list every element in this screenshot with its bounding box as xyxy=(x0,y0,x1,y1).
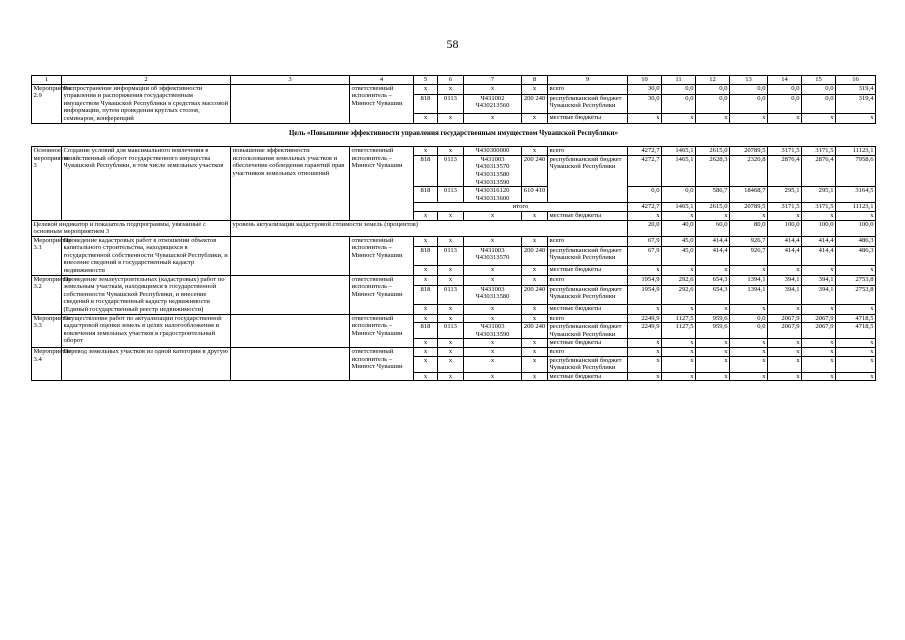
code-cell: х xyxy=(438,113,464,123)
code-cell: 200 240 xyxy=(522,323,548,339)
amount-cell: 45,0 xyxy=(662,236,696,246)
amount-cell: 926,7 xyxy=(730,236,768,246)
amount-cell: х xyxy=(628,372,662,381)
amount-cell: 295,1 xyxy=(802,187,836,203)
code-cell: Ч430316120 Ч430313600 xyxy=(464,187,522,203)
amount-cell: х xyxy=(768,348,802,357)
amount-cell: х xyxy=(628,113,662,123)
amount-cell: х xyxy=(730,348,768,357)
column-number: 13 xyxy=(730,76,768,85)
amount-cell: 394,1 xyxy=(802,285,836,304)
code-cell: 818 xyxy=(414,246,438,265)
measure-text: Перевод земельных участков из одной категории в другую xyxy=(62,348,231,381)
code-cell: 200 240 xyxy=(522,285,548,304)
amount-cell: х xyxy=(628,356,662,372)
amount-cell: 394,1 xyxy=(768,275,802,285)
amount-cell: 0,0 xyxy=(628,187,662,203)
amount-cell: х xyxy=(802,348,836,357)
code-cell: 200 240 xyxy=(522,94,548,113)
measure-name: Мероприятие 3.2 xyxy=(32,275,62,314)
amount-cell: х xyxy=(768,113,802,123)
column-number: 3 xyxy=(231,76,350,85)
budget-source-cell: всего xyxy=(548,275,628,285)
code-cell: 200 240 xyxy=(522,155,548,186)
amount-cell: 0,0 xyxy=(662,187,696,203)
indicator-label: Целевой индикатор и показатель подпрограммы, увязанные с основным мероприятием 3 xyxy=(32,220,231,236)
code-cell: х xyxy=(522,113,548,123)
code-cell: 818 xyxy=(414,323,438,339)
code-cell: х xyxy=(522,372,548,381)
amount-cell: 414,4 xyxy=(802,236,836,246)
amount-cell: х xyxy=(696,356,730,372)
amount-cell: х xyxy=(836,211,876,220)
table-row xyxy=(32,220,876,236)
code-cell: 610 410 xyxy=(522,187,548,203)
code-cell: Ч431003 Ч430313580 xyxy=(464,285,522,304)
amount-cell: х xyxy=(662,113,696,123)
amount-cell: х xyxy=(836,339,876,348)
amount-cell: 414,4 xyxy=(696,246,730,265)
expected-result-cell xyxy=(231,275,350,314)
table-row xyxy=(32,76,876,85)
amount-cell: 2067,9 xyxy=(802,323,836,339)
amount-cell: 67,9 xyxy=(628,236,662,246)
column-number: 10 xyxy=(628,76,662,85)
amount-cell: х xyxy=(696,113,730,123)
amount-cell: х xyxy=(730,339,768,348)
amount-cell: 586,7 xyxy=(696,187,730,203)
amount-cell: 7958,6 xyxy=(836,155,876,186)
indicator-value: 40,0 xyxy=(662,220,696,236)
amount-cell: 0,0 xyxy=(802,84,836,94)
responsible-cell: ответственный исполнитель – Минюст Чувашии xyxy=(350,314,414,347)
amount-cell: 2753,8 xyxy=(836,285,876,304)
amount-cell: 2628,3 xyxy=(696,155,730,186)
expected-result-cell: повышение эффективности использования земельных участков и обеспечение соблюдения гарантий прав участников земельных отношений xyxy=(231,147,350,220)
code-cell: 818 xyxy=(414,94,438,113)
amount-cell: 1465,1 xyxy=(662,147,696,156)
amount-cell: 67,9 xyxy=(628,246,662,265)
amount-cell: 1394,1 xyxy=(730,285,768,304)
amount-cell: х xyxy=(768,372,802,381)
amount-cell: х xyxy=(836,356,876,372)
amount-cell: 3171,5 xyxy=(768,203,802,212)
amount-cell: 414,4 xyxy=(802,246,836,265)
total-label: итого xyxy=(414,203,628,212)
amount-cell: 486,3 xyxy=(836,236,876,246)
budget-source-cell: всего xyxy=(548,348,628,357)
code-cell: Ч431003 Ч430313570 xyxy=(464,246,522,265)
amount-cell: х xyxy=(802,372,836,381)
indicator-text: уровень актуализации кадастровой стоимости земель (процентов) xyxy=(231,220,628,236)
code-cell: х xyxy=(464,339,522,348)
table-row xyxy=(32,275,876,285)
amount-cell: 0,0 xyxy=(802,94,836,113)
amount-cell: х xyxy=(696,211,730,220)
code-cell: х xyxy=(464,211,522,220)
code-cell: 0113 xyxy=(438,155,464,186)
code-cell: х xyxy=(438,372,464,381)
code-cell: х xyxy=(414,275,438,285)
amount-cell: х xyxy=(730,265,768,275)
code-cell: Ч431002 Ч430213560 xyxy=(464,94,522,113)
amount-cell: 0,0 xyxy=(696,94,730,113)
amount-cell: 1954,9 xyxy=(628,275,662,285)
code-cell: 818 xyxy=(414,187,438,203)
amount-cell: 319,4 xyxy=(836,84,876,94)
code-cell: х xyxy=(414,236,438,246)
amount-cell: х xyxy=(696,348,730,357)
code-cell: 0113 xyxy=(438,285,464,304)
amount-cell: х xyxy=(730,372,768,381)
indicator-value: 100,0 xyxy=(802,220,836,236)
code-cell: х xyxy=(438,339,464,348)
amount-cell: х xyxy=(730,304,768,314)
amount-cell: 4272,7 xyxy=(628,203,662,212)
amount-cell: х xyxy=(768,265,802,275)
budget-source-cell: местные бюджеты xyxy=(548,211,628,220)
indicator-value: 100,0 xyxy=(768,220,802,236)
amount-cell: 18468,7 xyxy=(730,187,768,203)
code-cell: х xyxy=(522,147,548,156)
column-number: 12 xyxy=(696,76,730,85)
code-cell: х xyxy=(414,211,438,220)
amount-cell: х xyxy=(696,304,730,314)
code-cell: х xyxy=(414,147,438,156)
amount-cell: х xyxy=(662,265,696,275)
code-cell: х xyxy=(438,236,464,246)
amount-cell: 2249,9 xyxy=(628,314,662,323)
amount-cell: 3171,5 xyxy=(768,147,802,156)
amount-cell: 2067,9 xyxy=(802,314,836,323)
measure-name: Основное мероприятие 3 xyxy=(32,147,62,220)
amount-cell: 4718,5 xyxy=(836,323,876,339)
page-number: 58 xyxy=(446,37,459,51)
measure-name: Мероприятие 3.4 xyxy=(32,348,62,381)
expected-result-cell xyxy=(231,84,350,123)
amount-cell: 1394,1 xyxy=(730,275,768,285)
budget-source-cell: республиканский бюджет Чувашской Республики xyxy=(548,94,628,113)
amount-cell: х xyxy=(836,348,876,357)
indicator-value: 80,0 xyxy=(730,220,768,236)
amount-cell: 30,0 xyxy=(628,84,662,94)
amount-cell: 20789,5 xyxy=(730,203,768,212)
code-cell: х xyxy=(464,275,522,285)
table-row xyxy=(32,123,876,147)
table-row xyxy=(32,314,876,323)
measure-name: Мероприятие 3.1 xyxy=(32,236,62,275)
budget-source-cell: республиканский бюджет Чувашской Республики xyxy=(548,155,628,203)
code-cell: 818 xyxy=(414,155,438,186)
amount-cell: х xyxy=(836,265,876,275)
code-cell: х xyxy=(522,356,548,372)
code-cell: х xyxy=(522,275,548,285)
amount-cell: 0,0 xyxy=(696,84,730,94)
code-cell: х xyxy=(522,304,548,314)
code-cell: х xyxy=(414,265,438,275)
amount-cell: х xyxy=(628,304,662,314)
amount-cell: 0,0 xyxy=(768,84,802,94)
code-cell: х xyxy=(438,147,464,156)
amount-cell: х xyxy=(730,356,768,372)
measure-text: Проведение землеустроительных (кадастровых) работ по земельным участкам, находящимся в государственной собственности Чувашской Республики, и внесение сведений в государственный кадастр недвижимости (Единый государственный реестр недвижимости) xyxy=(62,275,231,314)
code-cell: х xyxy=(464,84,522,94)
amount-cell: 0,0 xyxy=(662,84,696,94)
budget-table xyxy=(31,75,876,381)
amount-cell: 654,3 xyxy=(696,275,730,285)
amount-cell: х xyxy=(768,339,802,348)
amount-cell: х xyxy=(730,113,768,123)
responsible-cell: ответственный исполнитель – Минюст Чувашии xyxy=(350,84,414,123)
amount-cell: 654,3 xyxy=(696,285,730,304)
code-cell: 0113 xyxy=(438,94,464,113)
amount-cell: х xyxy=(662,304,696,314)
amount-cell: 0,0 xyxy=(730,84,768,94)
code-cell: х xyxy=(522,236,548,246)
code-cell: х xyxy=(438,304,464,314)
amount-cell: х xyxy=(628,339,662,348)
measure-text: Создание условий для максимального вовлечения в хозяйственный оборот государственного имущества Чувашской Республики, в том числе земельных участков xyxy=(62,147,231,220)
code-cell: х xyxy=(438,275,464,285)
budget-source-cell: республиканский бюджет Чувашской Республики xyxy=(548,285,628,304)
column-number: 5 xyxy=(414,76,438,85)
amount-cell: х xyxy=(768,304,802,314)
measure-text: Осуществление работ по актуализации государственной кадастровой оценки земель в целях налогообложения и вовлечения земельных участков в градостроительный оборот xyxy=(62,314,231,347)
code-cell: Ч431003 Ч430313590 xyxy=(464,323,522,339)
code-cell: х xyxy=(464,356,522,372)
budget-source-cell: республиканский бюджет Чувашской Республики xyxy=(548,356,628,372)
amount-cell: 2876,4 xyxy=(768,155,802,186)
code-cell: х xyxy=(414,84,438,94)
table-row xyxy=(32,84,876,94)
amount-cell: 414,4 xyxy=(768,236,802,246)
expected-result-cell xyxy=(231,314,350,347)
amount-cell: 2067,9 xyxy=(768,323,802,339)
expected-result-cell xyxy=(231,236,350,275)
responsible-cell: ответственный исполнитель – Минюст Чувашии xyxy=(350,348,414,381)
code-cell: х xyxy=(438,84,464,94)
amount-cell: 4272,7 xyxy=(628,147,662,156)
code-cell: х xyxy=(414,372,438,381)
amount-cell: 1465,1 xyxy=(662,203,696,212)
code-cell: Ч431003 Ч430313570 Ч430313580 Ч430313590 xyxy=(464,155,522,186)
amount-cell: 4718,5 xyxy=(836,314,876,323)
column-number: 2 xyxy=(62,76,231,85)
column-number: 11 xyxy=(662,76,696,85)
amount-cell: 11123,1 xyxy=(836,203,876,212)
amount-cell: х xyxy=(628,265,662,275)
amount-cell: х xyxy=(768,356,802,372)
code-cell: х xyxy=(464,348,522,357)
code-cell: х xyxy=(464,265,522,275)
amount-cell: 4272,7 xyxy=(628,155,662,186)
budget-source-cell: местные бюджеты xyxy=(548,265,628,275)
code-cell: х xyxy=(438,211,464,220)
column-number: 1 xyxy=(32,76,62,85)
code-cell: 0113 xyxy=(438,187,464,203)
amount-cell: 926,7 xyxy=(730,246,768,265)
amount-cell: 2615,0 xyxy=(696,147,730,156)
responsible-cell: ответственный исполнитель – Минюст Чувашии xyxy=(350,236,414,275)
column-number: 15 xyxy=(802,76,836,85)
column-number: 9 xyxy=(548,76,628,85)
code-cell: 818 xyxy=(414,285,438,304)
amount-cell: 2876,4 xyxy=(802,155,836,186)
code-cell: 0113 xyxy=(438,246,464,265)
amount-cell: х xyxy=(662,339,696,348)
amount-cell: 3171,5 xyxy=(802,203,836,212)
amount-cell: 959,6 xyxy=(696,323,730,339)
amount-cell: 2615,0 xyxy=(696,203,730,212)
budget-source-cell: местные бюджеты xyxy=(548,113,628,123)
amount-cell: х xyxy=(802,339,836,348)
column-number: 7 xyxy=(464,76,522,85)
code-cell: х xyxy=(414,304,438,314)
amount-cell: 3164,5 xyxy=(836,187,876,203)
budget-source-cell: местные бюджеты xyxy=(548,372,628,381)
code-cell: х xyxy=(464,113,522,123)
amount-cell: 0,0 xyxy=(730,314,768,323)
code-cell: х xyxy=(414,314,438,323)
measure-text: Распространение информации об эффективности управления и распоряжения государственным имуществом Чувашской Республики в средствах массовой информации, путем проведения круглых столов, семинаров, конференций xyxy=(62,84,231,123)
amount-cell: 0,0 xyxy=(768,94,802,113)
amount-cell: х xyxy=(628,211,662,220)
table-row xyxy=(32,147,876,156)
code-cell: х xyxy=(522,84,548,94)
measure-name: Мероприятие 2.9 xyxy=(32,84,62,123)
amount-cell: 0,0 xyxy=(730,323,768,339)
code-cell: х xyxy=(522,339,548,348)
amount-cell: 414,4 xyxy=(768,246,802,265)
code-cell: х xyxy=(522,265,548,275)
amount-cell: 1465,1 xyxy=(662,155,696,186)
amount-cell: 292,6 xyxy=(662,275,696,285)
amount-cell: 394,1 xyxy=(768,285,802,304)
amount-cell: 394,1 xyxy=(802,275,836,285)
budget-source-cell: всего xyxy=(548,147,628,156)
measure-text: Проведение кадастровых работ в отношении объектов капитального строительства, находящихся в государственной собственности Чувашской Республики, и внесение сведений в государственный кадастр недвижимости xyxy=(62,236,231,275)
code-cell: х xyxy=(522,348,548,357)
amount-cell: х xyxy=(662,211,696,220)
amount-cell: х xyxy=(802,356,836,372)
expected-result-cell xyxy=(231,348,350,381)
budget-source-cell: всего xyxy=(548,236,628,246)
column-number: 6 xyxy=(438,76,464,85)
amount-cell: х xyxy=(696,372,730,381)
code-cell: х xyxy=(438,314,464,323)
amount-cell: х xyxy=(696,265,730,275)
budget-source-cell: республиканский бюджет Чувашской Республики xyxy=(548,246,628,265)
code-cell: х xyxy=(438,348,464,357)
amount-cell: 20789,5 xyxy=(730,147,768,156)
amount-cell: х xyxy=(836,372,876,381)
budget-source-cell: всего xyxy=(548,314,628,323)
amount-cell: х xyxy=(836,113,876,123)
code-cell: х xyxy=(438,265,464,275)
indicator-value: 60,0 xyxy=(696,220,730,236)
code-cell: х xyxy=(414,339,438,348)
budget-source-cell: всего xyxy=(548,84,628,94)
amount-cell: 486,3 xyxy=(836,246,876,265)
amount-cell: 295,1 xyxy=(768,187,802,203)
column-number: 16 xyxy=(836,76,876,85)
code-cell: х xyxy=(464,372,522,381)
amount-cell: х xyxy=(768,211,802,220)
code-cell: 200 240 xyxy=(522,246,548,265)
amount-cell: 0,0 xyxy=(730,94,768,113)
amount-cell: х xyxy=(802,113,836,123)
code-cell: х xyxy=(414,348,438,357)
responsible-cell: ответственный исполнитель – Минюст Чувашии xyxy=(350,275,414,314)
amount-cell: 1127,5 xyxy=(662,314,696,323)
column-number: 4 xyxy=(350,76,414,85)
table-row xyxy=(32,348,876,357)
measure-name: Мероприятие 3.3 xyxy=(32,314,62,347)
code-cell: Ч430300000 xyxy=(464,147,522,156)
budget-source-cell: местные бюджеты xyxy=(548,304,628,314)
amount-cell: 959,6 xyxy=(696,314,730,323)
amount-cell: 2753,8 xyxy=(836,275,876,285)
indicator-value: 20,0 xyxy=(628,220,662,236)
amount-cell: 292,6 xyxy=(662,285,696,304)
amount-cell: 414,4 xyxy=(696,236,730,246)
budget-source-cell: местные бюджеты xyxy=(548,339,628,348)
amount-cell: 2320,8 xyxy=(730,155,768,186)
amount-cell: 1127,5 xyxy=(662,323,696,339)
amount-cell: х xyxy=(662,348,696,357)
amount-cell: х xyxy=(662,356,696,372)
amount-cell: х xyxy=(802,265,836,275)
amount-cell: 30,0 xyxy=(628,94,662,113)
amount-cell: х xyxy=(662,372,696,381)
goal-heading: Цель «Повышение эффективности управления государственным имуществом Чувашской Республики» xyxy=(32,123,876,147)
code-cell: х xyxy=(464,314,522,323)
amount-cell: 2249,9 xyxy=(628,323,662,339)
amount-cell: 1954,9 xyxy=(628,285,662,304)
budget-source-cell: республиканский бюджет Чувашской Республики xyxy=(548,323,628,339)
amount-cell: 319,4 xyxy=(836,94,876,113)
column-number: 8 xyxy=(522,76,548,85)
code-cell: х xyxy=(464,304,522,314)
responsible-cell: ответственный исполнитель – Минюст Чувашии xyxy=(350,147,414,220)
amount-cell: х xyxy=(696,339,730,348)
amount-cell: х xyxy=(802,211,836,220)
code-cell: х xyxy=(414,113,438,123)
code-cell: х xyxy=(438,356,464,372)
amount-cell: 2067,9 xyxy=(768,314,802,323)
code-cell: х xyxy=(522,314,548,323)
code-cell: х xyxy=(522,211,548,220)
code-cell: х xyxy=(414,356,438,372)
amount-cell: 3171,5 xyxy=(802,147,836,156)
column-number: 14 xyxy=(768,76,802,85)
table-row xyxy=(32,236,876,246)
amount-cell: 45,0 xyxy=(662,246,696,265)
code-cell: 0113 xyxy=(438,323,464,339)
amount-cell: х xyxy=(628,348,662,357)
code-cell: х xyxy=(464,236,522,246)
amount-cell: 0,0 xyxy=(662,94,696,113)
amount-cell: х xyxy=(802,304,836,314)
amount-cell: х xyxy=(730,211,768,220)
indicator-value: 100,0 xyxy=(836,220,876,236)
amount-cell: х xyxy=(836,304,876,314)
amount-cell: 11123,1 xyxy=(836,147,876,156)
